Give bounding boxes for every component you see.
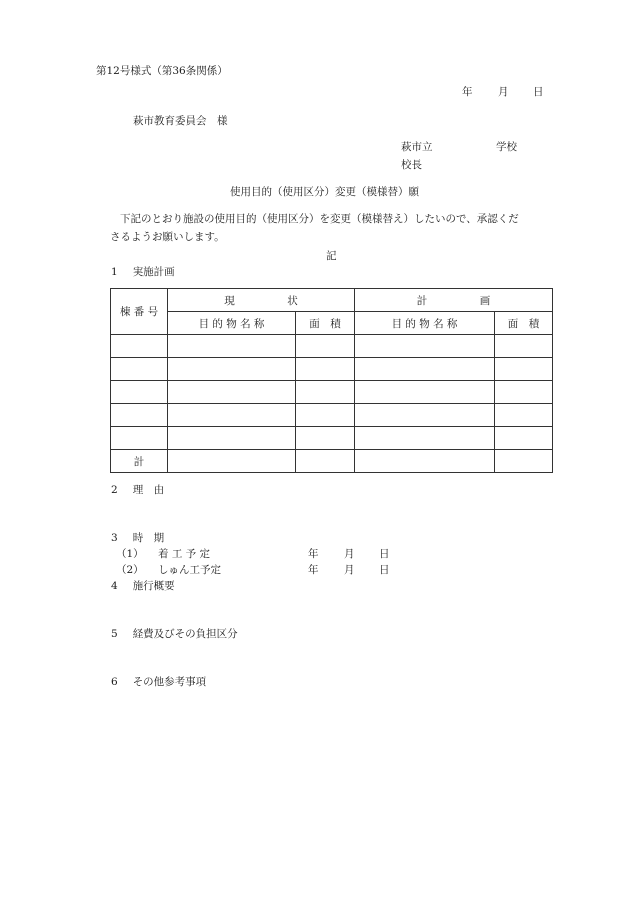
table-cell[interactable] [168,404,296,427]
table-row [111,381,553,404]
table-cell[interactable] [111,358,168,381]
table-cell[interactable] [355,381,495,404]
schedule-end-year: 年 [308,564,319,576]
section-5-number: 5 [111,628,118,640]
table-cell[interactable] [296,358,355,381]
schedule-start-month: 月 [344,548,355,560]
principal-label: 校長 [401,159,422,171]
schedule-start-year: 年 [308,548,319,560]
current-state-header: 現 状 [168,289,355,312]
section-1-number: 1 [111,266,118,278]
section-3-label: 時 期 [132,532,165,544]
section-2-label: 理 由 [132,484,165,496]
table-cell[interactable] [111,335,168,358]
form-number: 第12号様式（第36条関係） [96,65,228,77]
addressee: 萩市教育委員会 様 [133,115,228,127]
plan-area-header: 面 積 [495,312,553,335]
table-cell[interactable] [168,450,296,473]
table-cell[interactable] [296,404,355,427]
section-6-label: その他参考事項 [132,676,207,688]
table-cell[interactable] [168,358,296,381]
schedule-start-day: 日 [379,548,390,560]
table-cell[interactable] [168,335,296,358]
table-cell[interactable] [111,381,168,404]
table-cell[interactable] [355,450,495,473]
table-cell[interactable] [111,427,168,450]
section-5-heading [111,628,238,642]
table-cell[interactable] [495,381,553,404]
section-4-heading [111,580,175,594]
table-cell[interactable] [111,404,168,427]
table-cell[interactable] [355,335,495,358]
section-3-heading [111,532,164,546]
table-cell[interactable] [495,335,553,358]
plan-purpose-name-header: 目 的 物 名 称 [355,312,495,335]
table-cell[interactable] [296,450,355,473]
date-year-label: 年 [462,86,473,98]
table-row [111,404,553,427]
section-5-label: 経費及びその負担区分 [132,628,238,640]
school-suffix: 学校 [496,141,517,153]
current-area-header: 面 積 [296,312,355,335]
school-prefix: 萩市立 [401,141,433,153]
current-purpose-name-header: 目 的 物 名 称 [168,312,296,335]
table-row [111,427,553,450]
section-2-heading [111,484,164,498]
schedule-start-number: （1） [116,548,144,560]
section-4-label: 施行概要 [132,580,175,592]
plan-table [110,288,553,473]
table-cell[interactable] [355,358,495,381]
body-line-1: 下記のとおり施設の使用目的（使用区分）を変更（模様替え）したいので、承認くだ [120,213,519,225]
table-cell[interactable] [168,427,296,450]
section-1-heading [111,266,175,280]
table-total-row [111,450,553,473]
table-cell[interactable] [296,381,355,404]
table-cell[interactable] [495,358,553,381]
table-cell[interactable] [355,427,495,450]
total-label: 計 [111,450,168,473]
schedule-end-month: 月 [344,564,355,576]
section-6-heading [111,676,206,690]
table-cell[interactable] [495,450,553,473]
building-number-header: 棟 番 号 [111,289,168,335]
table-cell[interactable] [495,427,553,450]
date-day-label: 日 [533,86,544,98]
table-cell[interactable] [296,335,355,358]
table-row [111,335,553,358]
date-month-label: 月 [498,86,509,98]
section-4-number: 4 [111,580,118,592]
section-6-number: 6 [111,676,118,688]
table-cell[interactable] [168,381,296,404]
schedule-end-number: （2） [116,564,144,576]
table-row [111,358,553,381]
document-title: 使用目的（使用区分）変更（模様替）願 [230,186,419,198]
section-3-number: 3 [111,532,118,544]
plan-header: 計 画 [355,289,553,312]
schedule-end-label: しゅん工予定 [158,564,221,576]
table-cell[interactable] [296,427,355,450]
body-line-2: さるようお願いします。 [110,231,225,243]
section-1-label: 実施計画 [132,266,175,278]
section-2-number: 2 [111,484,118,496]
ki-heading: 記 [326,250,337,262]
table-cell[interactable] [495,404,553,427]
schedule-start-label: 着 工 予 定 [158,548,211,560]
schedule-end-day: 日 [379,564,390,576]
table-cell[interactable] [355,404,495,427]
